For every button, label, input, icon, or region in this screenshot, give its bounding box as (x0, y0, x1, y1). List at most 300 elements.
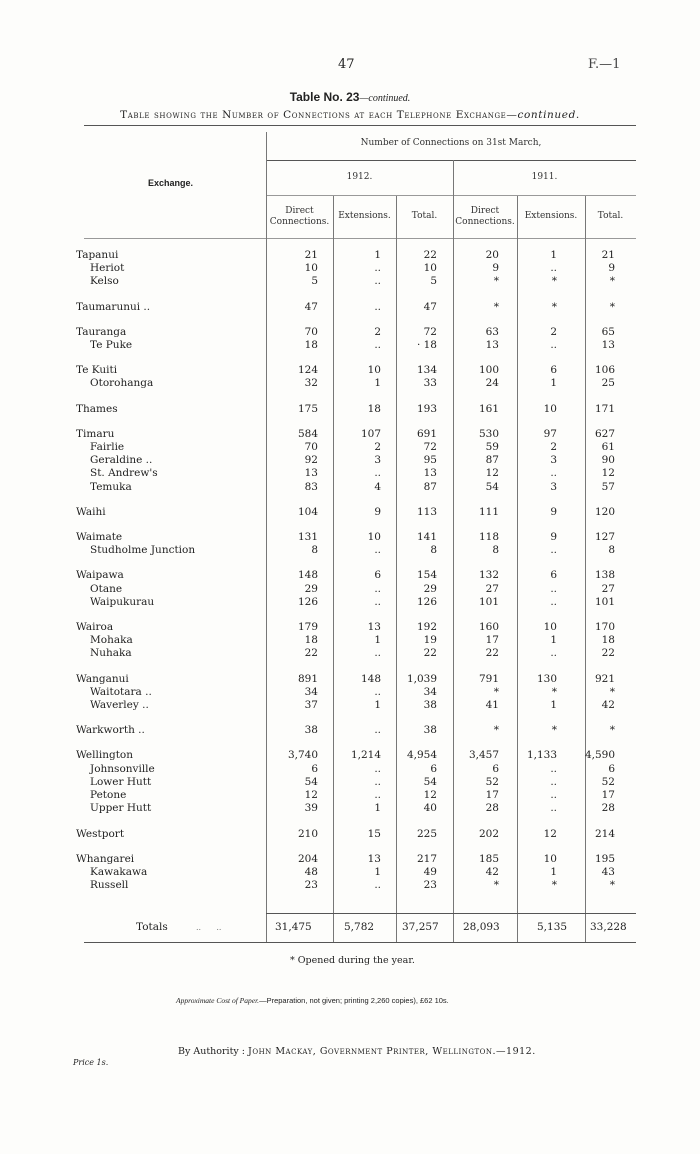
table-cell: 29 (304, 582, 318, 595)
table-cell: 10 (367, 531, 381, 544)
table-cell: * (551, 685, 557, 698)
exchange-name: Tauranga (76, 325, 127, 338)
table-cell: 179 (297, 621, 318, 634)
table-cell: 131 (297, 531, 318, 544)
cost-of-paper (176, 996, 449, 1005)
table-cell: 106 (594, 364, 615, 377)
table-cell: 4,590 (584, 749, 615, 762)
totals-cell: 37,257 (402, 921, 439, 933)
exchange-name: Mohaka (90, 634, 133, 647)
table-cell: 1 (374, 634, 381, 647)
table-cell: 24 (485, 377, 499, 390)
table-cell: 12 (543, 827, 557, 840)
total-1911-header: Total. (597, 211, 624, 221)
table-cell: 9 (550, 505, 557, 518)
table-cell: 1,133 (526, 749, 557, 762)
exchange-name: Tapanui (76, 249, 119, 261)
direct-connections-1911-header: Direct Connections. (455, 206, 515, 227)
exchange-name: Heriot (90, 262, 125, 275)
table-cell: 52 (485, 775, 499, 788)
row-spacer (76, 609, 615, 621)
exchange-name: Studholme Junction (90, 544, 196, 557)
row-spacer (76, 519, 615, 531)
table-cell: 40 (423, 802, 437, 815)
exchange-name: Wairoa (76, 621, 114, 634)
authority-line (178, 1046, 536, 1057)
exchange-name: Waitotara .. (90, 685, 152, 698)
table-cell: 160 (478, 621, 499, 634)
table-cell: 21 (304, 249, 318, 261)
table-cell: 5 (311, 275, 318, 288)
table-cell: .. (374, 300, 381, 313)
row-spacer-cell (76, 314, 615, 326)
table-cell: 42 (485, 865, 499, 878)
exchange-name: Nuhaka (90, 647, 132, 660)
table-cell: 20 (485, 249, 499, 261)
table-cell: .. (374, 339, 381, 352)
table-cell: 8 (311, 544, 318, 557)
table-cell: 1,039 (406, 672, 437, 685)
table-cell: * (493, 879, 499, 892)
table-cell: 90 (601, 454, 615, 467)
table-cell: 17 (485, 634, 499, 647)
table-cell: 124 (297, 364, 318, 377)
cost-text: —Preparation, not given; printing 2,260 copies), £62 10s. (259, 996, 449, 1005)
table-subtitle-continued: —continued. (506, 109, 580, 121)
table-row (76, 481, 615, 494)
table-cell: 21 (601, 249, 615, 261)
table-cell: 127 (594, 531, 615, 544)
table-cell: .. (374, 775, 381, 788)
table-cell: 41 (485, 699, 499, 712)
exchange-name: Fairlie (90, 441, 125, 454)
table-cell: 6 (492, 762, 499, 775)
table-cell: 8 (608, 544, 615, 557)
header-top-rule (84, 125, 636, 126)
table-cell: 1 (374, 865, 381, 878)
table-cell: .. (550, 544, 557, 557)
table-cell: 130 (536, 672, 557, 685)
table-cell: 18 (304, 339, 318, 352)
table-cell: 175 (297, 402, 318, 415)
table-cell: * (609, 685, 615, 698)
row-spacer (76, 494, 615, 506)
table-cell: 18 (601, 634, 615, 647)
table-cell: 38 (423, 724, 437, 737)
row-spacer-cell (76, 737, 615, 749)
exchange-name: Thames (76, 402, 118, 415)
totals-leader: .. .. (196, 923, 222, 932)
table-cell: .. (550, 582, 557, 595)
table-cell: .. (374, 724, 381, 737)
table-row (76, 326, 615, 339)
extensions-1912-header: Extensions. (338, 211, 391, 221)
totals-bottom-rule (84, 942, 636, 943)
table-cell: 170 (594, 621, 615, 634)
row-spacer (76, 816, 615, 828)
table-cell: .. (374, 595, 381, 608)
table-cell: 57 (601, 480, 615, 493)
table-cell: 171 (594, 402, 615, 415)
table-cell: 161 (478, 402, 499, 415)
table-cell: 148 (360, 672, 381, 685)
row-spacer-cell (76, 519, 615, 531)
table-cell: 8 (430, 544, 437, 557)
exchange-name: Waipawa (76, 569, 124, 582)
table-cell: 48 (304, 865, 318, 878)
table-cell: * (493, 275, 499, 288)
exchange-name: Upper Hutt (90, 802, 152, 815)
table-cell: 22 (423, 249, 437, 261)
table-row (76, 403, 615, 416)
table-cell: .. (550, 339, 557, 352)
table-cell: 113 (416, 505, 437, 518)
table-cell: 61 (601, 441, 615, 454)
row-spacer-cell (76, 816, 615, 828)
row-spacer (76, 841, 615, 853)
row-spacer (76, 391, 615, 403)
table-cell: 2 (550, 325, 557, 338)
table-row (76, 724, 615, 737)
table-cell: 217 (416, 852, 437, 865)
table-cell: 72 (423, 441, 437, 454)
table-cell: .. (374, 685, 381, 698)
row-spacer-cell (76, 416, 615, 428)
table-cell: 19 (423, 634, 437, 647)
table-cell: 118 (478, 531, 499, 544)
table-cell: 120 (594, 505, 615, 518)
table-cell: 13 (423, 467, 437, 480)
totals-cell: 5,135 (537, 921, 568, 933)
table-row (76, 853, 615, 866)
table-row (76, 249, 615, 262)
table-row (76, 647, 615, 660)
table-cell: 65 (601, 325, 615, 338)
table-cell: * (609, 275, 615, 288)
table-cell: 1 (550, 249, 557, 261)
table-cell: 8 (492, 544, 499, 557)
exchange-name: Wanganui (76, 672, 129, 685)
table-cell: 2 (374, 441, 381, 454)
table-cell: 530 (478, 427, 499, 440)
table-cell: .. (374, 467, 381, 480)
exchange-name: Kawakawa (90, 865, 148, 878)
table-cell: 10 (367, 364, 381, 377)
group-header: Number of Connections on 31st March, (360, 138, 542, 148)
table-cell: 59 (485, 441, 499, 454)
table-row (76, 673, 615, 686)
exchange-name: Te Puke (90, 339, 133, 352)
table-cell: 225 (416, 827, 437, 840)
table-cell: .. (374, 275, 381, 288)
table-cell: 23 (304, 879, 318, 892)
table-cell: 104 (297, 505, 318, 518)
table-row (76, 569, 615, 582)
table-cell: 5 (430, 275, 437, 288)
table-cell: 72 (423, 325, 437, 338)
exchange-name: Taumarunui .. (76, 300, 151, 313)
table-cell: 13 (304, 467, 318, 480)
table-cell: 63 (485, 325, 499, 338)
table-cell: 39 (304, 802, 318, 815)
table-cell: 34 (423, 685, 437, 698)
authority-prefix: By Authority : (178, 1046, 245, 1057)
table-cell: 100 (478, 364, 499, 377)
table-row (76, 339, 615, 352)
table-cell: 3 (550, 480, 557, 493)
table-cell: 27 (601, 582, 615, 595)
table-cell: 27 (485, 582, 499, 595)
table-row (76, 879, 615, 892)
table-row (76, 583, 615, 596)
year-1911-header: 1911. (531, 172, 558, 182)
table-cell: 22 (601, 647, 615, 660)
exchange-name: Otane (90, 582, 123, 595)
table-row (76, 686, 615, 699)
table-cell: 3,457 (468, 749, 499, 762)
table-cell: 1 (374, 802, 381, 815)
table-cell: 92 (304, 454, 318, 467)
table-cell: .. (550, 467, 557, 480)
table-cell: .. (374, 262, 381, 275)
exchange-name: Westport (76, 827, 125, 840)
total-1912-header: Total. (411, 211, 438, 221)
table-cell: 101 (478, 595, 499, 608)
table-title (0, 90, 700, 104)
table-cell: 126 (297, 595, 318, 608)
table-row (76, 828, 615, 841)
extensions-1911-header: Extensions. (524, 211, 578, 221)
exchange-name: Waimate (76, 531, 123, 544)
header-group-rule (266, 160, 636, 161)
table-cell: 70 (304, 441, 318, 454)
row-spacer (76, 661, 615, 673)
table-cell: 52 (601, 775, 615, 788)
table-cell: 210 (297, 827, 318, 840)
exchange-name: Temuka (90, 480, 132, 493)
table-cell: * (551, 275, 557, 288)
table-cell: 87 (423, 480, 437, 493)
table-cell: 13 (367, 621, 381, 634)
table-row (76, 441, 615, 454)
table-cell: 1 (550, 377, 557, 390)
table-cell: · 18 (416, 339, 437, 352)
table-cell: 2 (550, 441, 557, 454)
table-subtitle (0, 109, 700, 121)
exchange-name: Whangarei (76, 852, 135, 865)
table-cell: * (493, 724, 499, 737)
table-cell: * (609, 724, 615, 737)
table-cell: 584 (297, 427, 318, 440)
table-cell: 10 (423, 262, 437, 275)
table-cell: 23 (423, 879, 437, 892)
table-row (76, 802, 615, 815)
table-row (76, 467, 615, 480)
table-cell: 43 (601, 865, 615, 878)
table-cell: 134 (416, 364, 437, 377)
table-cell: .. (550, 262, 557, 275)
table-cell: 126 (416, 595, 437, 608)
government-printer: John Mackay, Government Printer, Wellington.—1912. (248, 1046, 536, 1057)
table-cell: 17 (601, 789, 615, 802)
direct-connections-1912-header: Direct Connections. (269, 206, 330, 227)
table-cell: 1 (374, 377, 381, 390)
table-row (76, 866, 615, 879)
table-cell: 49 (423, 865, 437, 878)
table-cell: 4 (374, 480, 381, 493)
header-year-rule (266, 195, 636, 196)
totals-label: Totals (136, 921, 168, 933)
table-cell: 111 (478, 505, 499, 518)
table-cell: * (493, 685, 499, 698)
table-cell: 38 (423, 699, 437, 712)
totals-cell: 28,093 (463, 921, 500, 933)
table-cell: 6 (550, 364, 557, 377)
totals-top-rule (266, 913, 636, 914)
row-spacer-cell (76, 391, 615, 403)
table-cell: 22 (423, 647, 437, 660)
table-cell: 28 (601, 802, 615, 815)
exchange-name: Warkworth .. (76, 724, 145, 737)
table-cell: 138 (594, 569, 615, 582)
table-cell: 97 (543, 427, 557, 440)
totals-cell: 31,475 (275, 921, 312, 933)
table-row (76, 301, 615, 314)
table-cell: 3 (550, 454, 557, 467)
table-cell: 192 (416, 621, 437, 634)
exchange-name: Russell (90, 879, 129, 892)
table-subtitle-text: Table showing the Number of Connections at each Telephone Exchange (120, 109, 507, 121)
table-cell: 1 (550, 865, 557, 878)
footnote: * Opened during the year. (290, 955, 415, 966)
row-spacer (76, 314, 615, 326)
table-cell: 22 (485, 647, 499, 660)
table-cell: 193 (416, 402, 437, 415)
exchange-column-header: Exchange. (148, 178, 194, 188)
table-cell: .. (550, 595, 557, 608)
table-row (76, 789, 615, 802)
table-cell: * (551, 300, 557, 313)
table-cell: * (609, 300, 615, 313)
table-cell: 38 (304, 724, 318, 737)
row-spacer-cell (76, 352, 615, 364)
table-cell: 2 (374, 325, 381, 338)
table-cell: .. (374, 544, 381, 557)
table-cell: 10 (304, 262, 318, 275)
row-spacer-cell (76, 494, 615, 506)
exchange-name: Timaru (76, 427, 115, 440)
table-cell: 83 (304, 480, 318, 493)
table-row (76, 506, 615, 519)
table-cell: 12 (485, 467, 499, 480)
table-title-continued: —continued. (359, 93, 411, 104)
table-cell: 1 (374, 249, 381, 261)
table-cell: 627 (594, 427, 615, 440)
table-cell: 154 (416, 569, 437, 582)
exchange-name: Johnsonville (90, 762, 155, 775)
table-cell: 921 (594, 672, 615, 685)
table-cell: 891 (297, 672, 318, 685)
table-cell: 691 (416, 427, 437, 440)
totals-cell: 5,782 (344, 921, 375, 933)
table-cell: 33 (423, 377, 437, 390)
row-spacer-cell (76, 661, 615, 673)
row-spacer-cell (76, 712, 615, 724)
table-row (76, 531, 615, 544)
connections-table-body (76, 249, 615, 892)
table-cell: 32 (304, 377, 318, 390)
table-cell: 29 (423, 582, 437, 595)
table-row (76, 596, 615, 609)
exchange-name: Waverley .. (90, 699, 149, 712)
table-cell: 107 (360, 427, 381, 440)
table-cell: 9 (374, 505, 381, 518)
table-title-main: Table No. 23 (289, 90, 360, 104)
table-cell: 202 (478, 827, 499, 840)
table-cell: 6 (430, 762, 437, 775)
table-cell: .. (374, 762, 381, 775)
table-cell: 54 (423, 775, 437, 788)
table-row (76, 544, 615, 557)
table-cell: 22 (304, 647, 318, 660)
table-cell: 47 (304, 300, 318, 313)
table-cell: 13 (367, 852, 381, 865)
table-row (76, 262, 615, 275)
table-cell: 4,954 (406, 749, 437, 762)
table-cell: .. (550, 789, 557, 802)
table-cell: .. (550, 802, 557, 815)
table-cell: 18 (304, 634, 318, 647)
row-spacer-cell (76, 609, 615, 621)
table-cell: * (609, 879, 615, 892)
year-1912-header: 1912. (346, 172, 373, 182)
table-row (76, 377, 615, 390)
table-cell: 12 (601, 467, 615, 480)
table-row (76, 428, 615, 441)
row-spacer-cell (76, 841, 615, 853)
table-cell: 47 (423, 300, 437, 313)
table-cell: .. (374, 879, 381, 892)
table-cell: * (493, 300, 499, 313)
table-cell: 148 (297, 569, 318, 582)
table-cell: 12 (304, 789, 318, 802)
row-spacer-cell (76, 289, 615, 301)
row-spacer (76, 289, 615, 301)
exchange-name: Otorohanga (90, 377, 154, 390)
table-cell: 141 (416, 531, 437, 544)
table-cell: 15 (367, 827, 381, 840)
table-cell: 6 (550, 569, 557, 582)
exchange-name: Lower Hutt (90, 775, 152, 788)
table-cell: 204 (297, 852, 318, 865)
row-spacer (76, 557, 615, 569)
table-cell: * (551, 879, 557, 892)
table-cell: 54 (485, 480, 499, 493)
table-row (76, 634, 615, 647)
exchange-name: Te Kuiti (76, 364, 118, 377)
table-cell: 9 (550, 531, 557, 544)
exchange-name: St. Andrew's (90, 467, 158, 480)
table-cell: 1,214 (350, 749, 381, 762)
table-cell: 195 (594, 852, 615, 865)
exchange-name: Waipukurau (90, 595, 155, 608)
totals-cell: 33,228 (590, 921, 627, 933)
table-cell: 10 (543, 621, 557, 634)
table-row (76, 364, 615, 377)
header-bottom-rule (84, 238, 636, 239)
table-cell: 9 (608, 262, 615, 275)
table-row (76, 763, 615, 776)
